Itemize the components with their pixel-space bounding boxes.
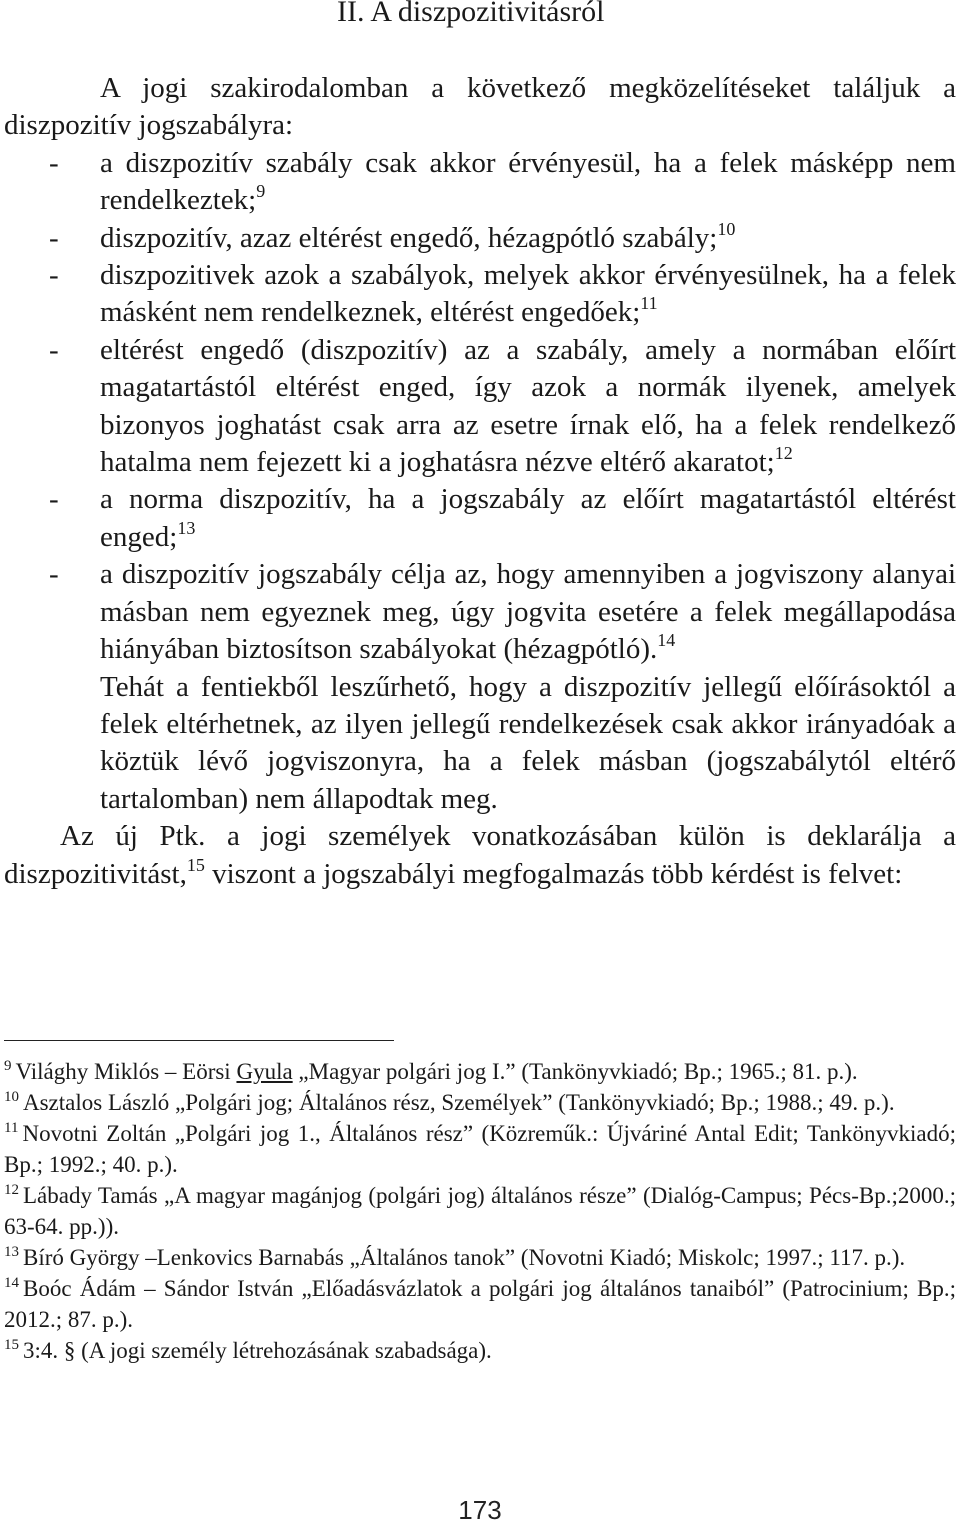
footnote-ref[interactable]: 12 [774, 443, 793, 464]
footnote-ref[interactable]: 14 [657, 630, 676, 651]
list-item [4, 220, 956, 257]
list-item-text: diszpozitív, azaz eltérést engedő, hézagpótló szabály; [100, 221, 718, 254]
footnote-number: 12 [4, 1182, 19, 1198]
list-dash: - [49, 259, 59, 292]
list-item [4, 556, 956, 668]
footnote-number: 14 [4, 1275, 19, 1291]
list-dash: - [49, 146, 59, 179]
list-item-text: a diszpozitív szabály csak akkor érvényesül, ha a felek másképp nem rendelkeztek; [100, 146, 956, 217]
intro-paragraph: A jogi szakirodalomban a következő megközelítéseket találjuk a diszpozitív jogszabályra: [4, 72, 956, 142]
list-dash: - [49, 333, 59, 366]
footnote [4, 1118, 956, 1180]
footnote-ref[interactable]: 10 [717, 218, 736, 239]
page-number: 173 [458, 1495, 502, 1525]
footnote-text: Boóc Ádám – Sándor István „Előadásvázlatok a polgári jog általános tanaiból” (Patrocinium; Bp.; 2012.; 87. p.). [4, 1276, 956, 1332]
footnote [4, 1180, 956, 1242]
ptk-paragraph [4, 818, 956, 893]
footnote-ref[interactable]: 15 [186, 854, 205, 875]
footnote [4, 1273, 956, 1335]
footnote-text: 3:4. § (A jogi személy létrehozásának szabadsága). [23, 1338, 492, 1363]
footnote-separator [4, 1040, 394, 1041]
footnote-number: 10 [4, 1089, 19, 1105]
ptk-text-end: viszont a jogszabályi megfogalmazás több kérdést is felvet: [204, 857, 903, 890]
footnote [4, 1335, 956, 1366]
footnote [4, 1056, 956, 1087]
footnote-ref[interactable]: 11 [640, 293, 658, 314]
list-item-text: eltérést engedő (diszpozitív) az a szabály, amely a normában előírt magatartástól eltérést enged, így azok a normák ilyenek, amelyek bizonyos joghatást csak arra az esetre írnak elő, ha a felek rendelkező hatalma nem fejezett ki a joghatásra nézve eltérő akaratot; [100, 333, 956, 479]
footnote-underlined-text: Gyula [236, 1059, 293, 1084]
footnotes [4, 1056, 956, 1366]
list-item-text: diszpozitivek azok a szabályok, melyek akkor érvényesülnek, ha a felek másként nem rendelkeznek, eltérést engedőek; [100, 259, 956, 329]
footnote-ref[interactable]: 9 [256, 181, 266, 202]
footnote-number: 11 [4, 1120, 19, 1136]
footnote [4, 1242, 956, 1273]
footnote-number: 9 [4, 1058, 12, 1074]
footnote-text: Lábady Tamás „A magyar magánjog (polgári jog) általános része” (Dialóg-Campus; Pécs-Bp.;2000.; 63-64. pp.)). [4, 1183, 956, 1239]
list-item-text: a norma diszpozitív, ha a jogszabály az előírt magatartástól eltérést enged; [100, 483, 956, 553]
footnote-ref[interactable]: 13 [177, 517, 196, 538]
list-dash: - [49, 558, 59, 591]
list-item [4, 332, 956, 482]
footnote [4, 1087, 956, 1118]
conclusion-paragraph: Tehát a fentiekből leszűrhető, hogy a diszpozitív jellegű előírásoktól a felek eltérhetnek, az ilyen jellegű rendelkezések csak akkor irányadóak a köztük lévő jogviszonyra, ha a felek másban (jogszabálytól eltérő tartalomban) nem állapodtak meg. [100, 670, 956, 815]
ptk-text-start: Az új Ptk. a jogi személyek vonatkozásában külön is deklarálja a diszpozitivitást, [4, 820, 956, 890]
list-dash: - [49, 483, 59, 516]
list-item [4, 481, 956, 556]
footnote-number: 15 [4, 1337, 19, 1353]
main-text [4, 70, 956, 893]
list-item [4, 145, 956, 220]
footnote-text: Novotni Zoltán „Polgári jog 1., Általános rész” (Közreműk.: Újváriné Antal Edit; Tankönyvkiadó; Bp.; 1992.; 40. p.). [4, 1121, 956, 1177]
list-dash: - [49, 221, 59, 254]
list-item [4, 257, 956, 332]
footnote-number: 13 [4, 1244, 19, 1260]
footnote-text: Asztalos László „Polgári jog; Általános rész, Személyek” (Tankönyvkiadó; Bp.; 1988.; 49. p.). [23, 1090, 895, 1115]
footnote-text: „Magyar polgári jog I.” (Tankönyvkiadó; Bp.; 1965.; 81. p.). [292, 1059, 858, 1084]
footnote-text: Világhy Miklós – Eörsi [15, 1059, 237, 1084]
section-heading: II. A diszpozitivitásról [337, 0, 605, 28]
footnote-text: Bíró György –Lenkovics Barnabás „Általános tanok” (Novotni Kiadó; Miskolc; 1997.; 117. p.). [23, 1245, 906, 1270]
definition-list [4, 145, 956, 669]
list-item-text: a diszpozitív jogszabály célja az, hogy amennyiben a jogviszony alanyai másban nem egyeznek meg, úgy jogvita esetére a felek megállapodása hiányában biztosítson szabályokat (hézagpótló). [100, 558, 956, 666]
